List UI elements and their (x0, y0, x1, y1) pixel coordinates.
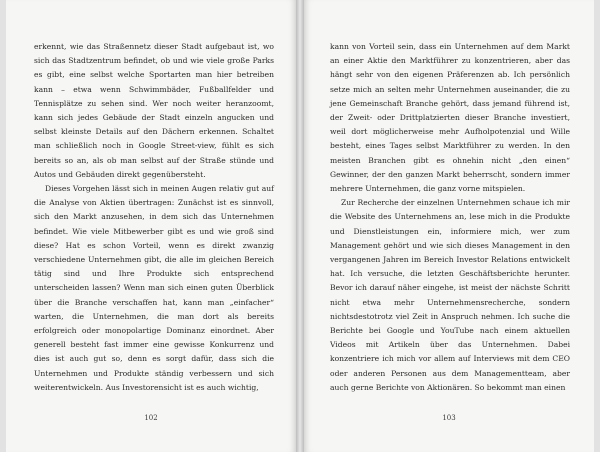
paragraph: kann von Vorteil sein, dass ein Unternehmen auf dem Markt an einer Aktie den Marktführer zu konzentrieren, aber das hängt sehr von den eigenen Präferenzen ab. Ich persönlich setze mich an selten mehr Unternehmen auseinander, die zu jene Gemeinschaft Branche gehört, dass jemand führend ist, der Zweit- oder Drittplatzierten dieser Branche investiert, weil dort möglicherweise mehr Aufholpotenzial und Wille besteht, eines Tages selbst Marktführer zu werden. In den meisten Branchen gibt es ohnehin nicht „den einen“ Gewinner, der den ganzen Markt beherrscht, sondern immer mehrere Unternehmen, die ganz vorne mitspielen. (330, 42, 570, 194)
right-page (304, 0, 594, 452)
page-number: 103 (442, 414, 456, 422)
paragraph: Dieses Vorgehen lässt sich in meinen Augen relativ gut auf die Analyse von Aktien übertragen: Zunächst ist es sinnvoll, sich den Markt anzusehen, in dem sich das Unternehmen befindet. Wie viele Mitbewerber gibt es und wie groß sind diese? Hat es schon Vorteil, wenn es direkt zwanzig verschiedene Unternehmen gibt, die alle im gleichen Bereich tätig sind und Ihre Produkte sich entsprechend unterscheiden lassen? Wenn man sich einen guten Überblick über die Branche verschaffen hat, kann man „einfacher“ warten, die Unternehmen, die man dort als bereits erfolgreich oder monopolartige Dominanz einordnet. Aber generell besteht fast immer eine gewisse Konkurrenz und dies ist auch gut so, denn es sorgt dafür, dass sich die Unternehmen und Produkte ständig verbessern und sich weiterentwickeln. Aus Investorensicht ist es auch wichtig, (34, 184, 274, 392)
paragraph: erkennt, wie das Straßennetz dieser Stadt aufgebaut ist, wo sich das Stadtzentrum befindet, ob und wie viele große Parks es gibt, eine selbst welche Sportarten man hier betreiben kann – etwa wenn Schwimmbäder, Fußballfelder und Tennisplätze zu sehen sind. Wer noch weiter heranzoomt, kann sich jedes Gebäude der Stadt einzeln angucken und selbst kleinste Details auf den Dächern erkennen. Schaltet man schließlich noch in Google Street-view, fühlt es sich bereits so an, als ob man selbst auf der Straße stünde und Autos und Gebäuden direkt gegenübersteht. (34, 42, 274, 179)
book-gutter (296, 0, 304, 452)
right-page-text (330, 40, 570, 395)
left-page-text (34, 40, 274, 395)
left-page (6, 0, 296, 452)
page-number: 102 (144, 414, 158, 422)
paragraph: Zur Recherche der einzelnen Unternehmen schaue ich mir die Website des Unternehmens an, lese mich in die Produkte und Dienstleistungen ein, informiere mich, wer zum Management gehört und wie sich dieses Management in den vergangenen Jahren im Bereich Investor Relations entwickelt hat. Ich versuche, die letzten Geschäftsberichte herunter. Bevor ich darauf näher eingehe, ist meist der nächste Schritt nicht etwa mehr Unternehmensrecherche, sondern nichtsdestotrotz viel Zeit in Anspruch nehmen. Ich suche die Berichte bei Google und YouTube nach einem aktuellen Videos mit Artikeln über das Unternehmen. Dabei konzentriere ich mich vor allem auf Interviews mit dem CEO oder anderen Personen aus dem Managementteam, aber auch gerne Berichte von Aktionären. So bekommt man einen (330, 198, 570, 392)
